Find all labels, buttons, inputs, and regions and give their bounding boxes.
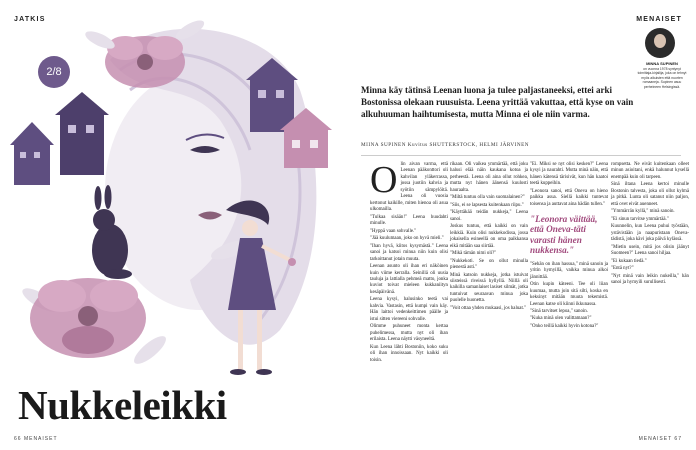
paragraph: lin aivan varma, että Leenan pääkonttori oli kahvilan yläkerrassa, jossa juotiin kahvia ja syötiin sämpylöitä. Leena oli vuosia kertonut kaikille, miten hienoa oli asua ulkomailla. <box>370 162 448 213</box>
paragraph: "Miltä tuntuu olla vain suomalainen?" <box>450 195 525 201</box>
paragraph: "Sehän on ihan hassua," minä sanoin ja yritin hymyillä, vaikka minua alkoi jännittää. <box>530 261 608 280</box>
divider <box>361 155 681 156</box>
text-column-4 <box>611 162 689 287</box>
author-name: MINNA SUPINEN <box>646 61 678 66</box>
flower-icon <box>30 278 146 358</box>
page-number-right: MENAISET 67 <box>638 436 682 442</box>
paragraph: "Mietin usein, mitä jos olisin jäänyt Suomeen?" Leena sanoi hiljaa. <box>611 244 689 257</box>
drop-cap: O <box>370 159 398 201</box>
paragraph: Minä katsoin nukkeja, jotka istuivat siisteissä riveissä hyllyllä. Niillä oli kaikilla samanlaiset lasiset silmät, jotka tuntuivat seuraavan minua joka puolelle huonetta. <box>450 272 528 304</box>
paragraph: "Tulkaa sisään!" Leena huudahti minulle. <box>370 214 448 227</box>
paragraph: "Jää kuulumaan, joko on hyvä mieli." <box>370 236 444 242</box>
flower-icon <box>105 36 185 88</box>
paragraph: Joskus tuntuu, että kaikki on vain leikkiä. Kuin olisi nukkekodissa, jossa jokaisella esineellä on oma paikkansa eikä mitään saa siirtää. <box>450 224 528 249</box>
paragraph: "Siis, ei se lapsesta kuitenkaan riipu." <box>450 202 524 208</box>
paragraph: Sinä iltana Leena kertoi minulle Bostonin talvesta, joka oli ollut kylmä ja pitkä. Lunta oli satanut niin paljon, että ovet eivät auenneet. <box>611 182 689 207</box>
paragraph: rompsetta. Ne eivät kuitenkaan olleet minun asioitani, enkä halunnut kysellä enempää kuin oli tarpeen. <box>611 162 689 180</box>
paragraph: "Ei. Miksi se nyt olisi kesken?" Leena kysyi ja naurahti. Mutta minä näin, että hänen kätensä tärisivät, kun hän kaatoi teetä kuppeihin. <box>530 162 608 187</box>
story-title: Nukkeleikki <box>18 382 227 428</box>
paragraph: "Sinä tarvitset lepoa," sanoin. <box>530 309 588 314</box>
paragraph: "Nukkekoti. Se on ollut minulla pienestä asti." <box>450 258 528 271</box>
lead-paragraph: Minna käy tätinsä Leenan luona ja tulee paljastaneeksi, ettei arki Bostonissa olekaan ruusuista. Leena yrittää vakuttaa, että kyse on vain alkuhuuman haihtumisesta, mutta Minna ei ole niin varma. <box>361 85 634 120</box>
paragraph: Kuunnelin, kun Leena puhui työstään, ystävistään ja naapuristaan Oneva-tädistä, joka kävi joka päivä kylässä. <box>611 224 689 243</box>
author-avatar <box>645 28 675 58</box>
paragraph: "Voit ottaa yhden mukaasi, jos haluat." <box>450 305 527 311</box>
house-icon <box>55 92 109 175</box>
text-column-3 <box>530 162 608 331</box>
section-header: JATKIS <box>14 16 46 23</box>
paragraph: "Hyppä vaan sohvalle." <box>370 228 417 234</box>
paragraph: Leena kysyi, halusinko teetä vai kahvia. Vastasin, että kumpi vain käy. Hän laittoi vedenkeittimen päälle ja istui sitten viereeni sohvalle. <box>370 297 448 322</box>
paragraph: "Entä nyt?" <box>611 266 634 272</box>
paragraph: rikaan. Oli vaikea ymmärtää, että joku halusi elää näin kaukana kotoa ja perheestä. Leena oli aina ollut rohkea, mutta nyt hänen äänensä kuulosti hauraalta. <box>450 162 528 193</box>
paragraph: "Nyt minä vain leikin nukeilla," hän sanoi ja hymyili surullisesti. <box>611 273 689 285</box>
author-box <box>637 28 687 89</box>
byline: MIINA SUPINEN Kuvitus SHUTTERSTOCK, HELMI JÄRVINEN <box>361 142 530 148</box>
part-badge: 2/8 <box>38 56 70 88</box>
paragraph: "Mikä tämän nimi oli?" <box>450 251 497 257</box>
paragraph: "Käyttäkää teidän nukkeja," Leena sanoi. <box>450 210 528 222</box>
paragraph: "Onko teillä kaikki hyvin kotona?" <box>530 323 599 329</box>
pull-quote: "Leonora väittää, että Oneva-täti varasti hänen nukkensa." <box>530 214 598 255</box>
paragraph: "Ihan hyvä, kiitos kysymästä." Leena sanoi ja katsoi minua niin kuin olisi tarkoittanut jotain muuta. <box>370 243 448 262</box>
text-column-2 <box>450 162 528 313</box>
paragraph: Olimme puhuneet monta kertaa puhelimessa, mutta nyt oli ihan erilaista. Leena näytti väsyneeltä. <box>370 324 448 343</box>
magazine-name-header: MENAISET <box>636 16 682 23</box>
paragraph: "Ei sinun tarvitse ymmärtää." <box>611 216 669 222</box>
page-number-left: 66 MENAISET <box>14 436 58 442</box>
author-bio: on vuonna 1978 syntynyt toimittaja-kirjailija, joka on tehnyt myös aikuisten että nuorten romaaneja. Supinen asuu perheineen Helsingissä. <box>637 67 687 89</box>
house-icon <box>10 122 54 185</box>
paragraph: Kun Leena lähti Bostoniin, koko suku oli ihan innoissaan. Nyt kaikki oli toisin. <box>370 344 448 363</box>
paragraph: Otin kupin käteeni. Tee oli liian kuumaa, mutta join sitä silti, koska en keksinyt mitään muuta tekemistä. Leenan katse oli kiinni ikkunassa. <box>530 282 608 307</box>
paragraph: "Kuka minä olen valittamaan?" <box>530 316 592 322</box>
paragraph: "Ymmärrän kyllä," minä sanoin. <box>611 209 675 215</box>
text-column-1 <box>370 159 448 365</box>
paragraph: "Leonora sanoi, että Oneva on hieno paikka asua. Siellä kaikki tuntevat toisensa ja auttavat aina hädän tullen." <box>530 188 608 207</box>
paragraph: "Ei kukaan tiedä." <box>611 258 647 264</box>
paragraph: Leenan asunto oli ihan eri näköinen kuin viime kerralla. Seinillä oli uusia tauluja ja lattialla pehmeä matto, jonka kuviot toivat mieleen kukkaniityn kesäpäivänä. <box>370 264 448 295</box>
